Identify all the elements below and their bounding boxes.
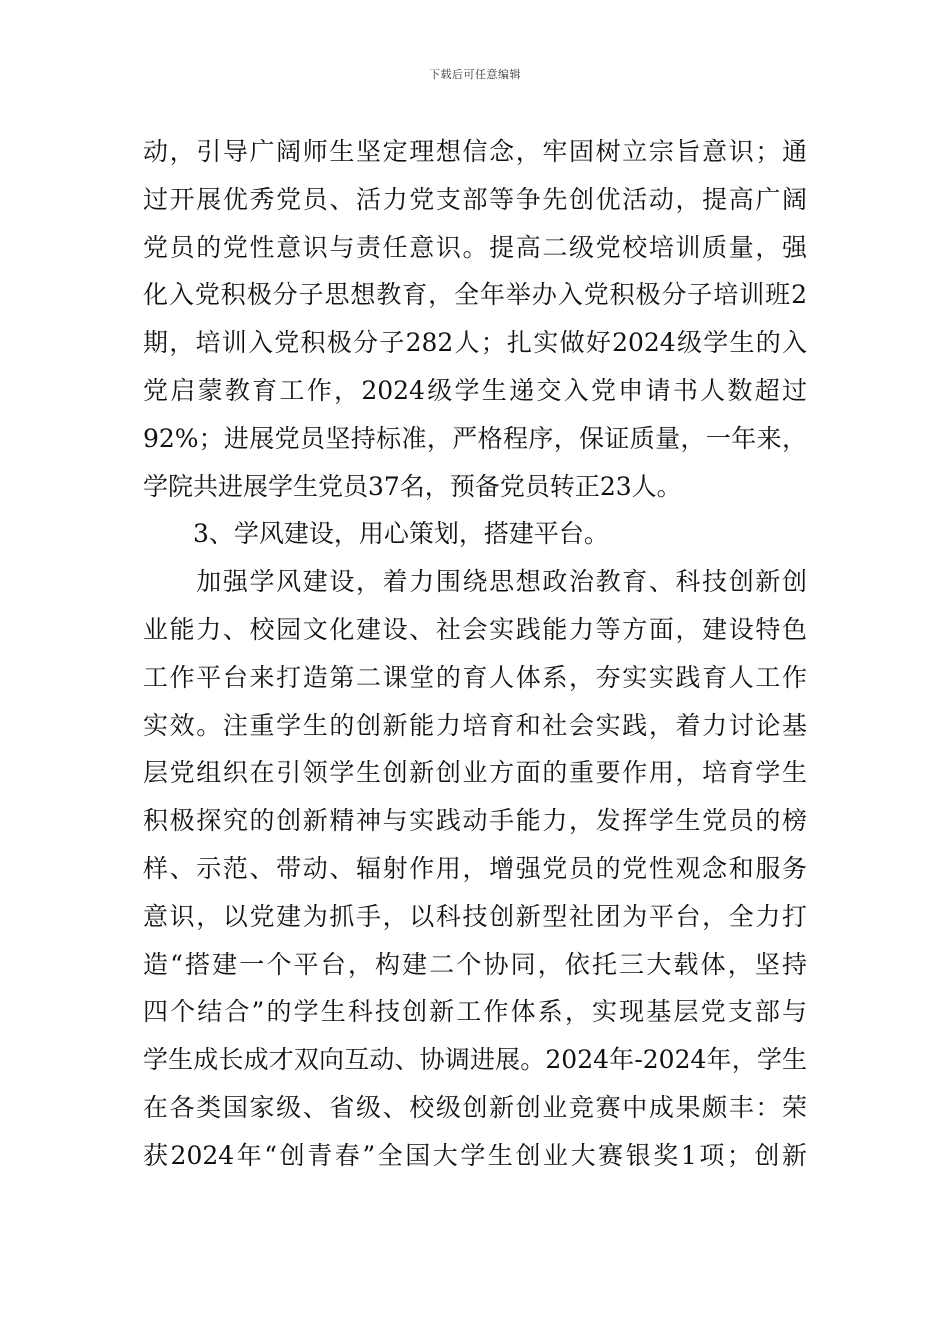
text-line: 党启蒙教育工作，2024级学生递交入党申请书人数超过 <box>143 375 807 405</box>
section-heading: 3、学风建设，用心策划，搭建平台。 <box>143 519 609 549</box>
text-line: 积极探究的创新精神与实践动手能力，发挥学生党员的榜 <box>143 806 807 836</box>
text-line: 加强学风建设，着力围绕思想政治教育、科技创新创 <box>143 567 807 597</box>
text-line: 四个结合”的学生科技创新工作体系，实现基层党支部与 <box>143 997 807 1027</box>
text-line: 业能力、校园文化建设、社会实践能力等方面，建设特色 <box>143 614 807 644</box>
text-line: 获2024年“创青春”全国大学生创业大赛银奖1项；创新 <box>143 1140 807 1170</box>
document-body <box>143 128 807 1180</box>
text-line: 学院共进展学生党员37名，预备党员转正23人。 <box>143 471 682 501</box>
text-line: 党员的党性意识与责任意识。提高二级党校培训质量，强 <box>143 232 807 262</box>
text-line: 意识，以党建为抓手，以科技创新型社团为平台，全力打 <box>143 901 807 931</box>
text-line: 92%；进展党员坚持标准，严格程序，保证质量，一年来， <box>143 423 807 453</box>
text-line: 在各类国家级、省级、校级创新创业竞赛中成果颇丰：荣 <box>143 1092 807 1122</box>
text-line: 过开展优秀党员、活力党支部等争先创优活动，提高广阔 <box>143 184 807 214</box>
text-line: 学生成长成才双向互动、协调进展。2024年-2024年，学生 <box>143 1045 807 1075</box>
page-header-note: 下载后可任意编辑 <box>429 68 521 81</box>
text-line: 实效。注重学生的创新能力培育和社会实践，着力讨论基 <box>143 710 807 740</box>
text-line: 期，培训入党积极分子282人；扎实做好2024级学生的入 <box>143 328 807 358</box>
text-line: 层党组织在引领学生创新创业方面的重要作用，培育学生 <box>143 758 807 788</box>
text-line: 动，引导广阔师生坚定理想信念，牢固树立宗旨意识；通 <box>143 137 807 166</box>
text-line: 样、示范、带动、辐射作用，增强党员的党性观念和服务 <box>143 853 807 883</box>
text-line: 工作平台来打造第二课堂的育人体系，夯实实践育人工作 <box>143 662 807 692</box>
text-line: 造“搭建一个平台，构建二个协同，依托三大载体，坚持 <box>143 949 807 979</box>
text-line: 化入党积极分子思想教育，全年举办入党积极分子培训班2 <box>143 280 807 310</box>
